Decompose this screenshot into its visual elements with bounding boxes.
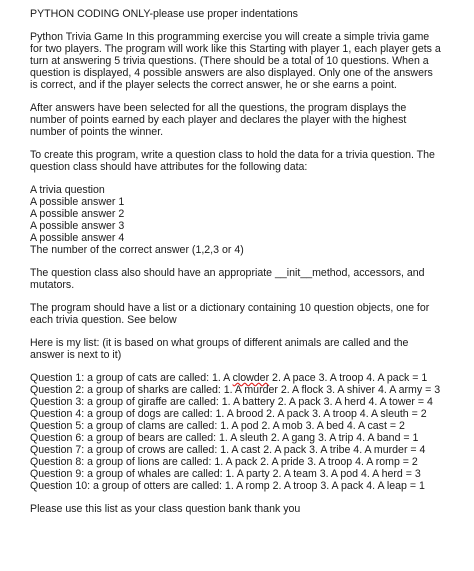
question-item: Question 8: a group of lions are called: 1. A pack 2. A pride 3. A troop 4. A romp = 2	[30, 456, 418, 468]
closing-paragraph	[30, 503, 470, 515]
question-item: Question 3: a group of giraffe are called: 1. A battery 2. A pack 3. A herd 4. A tower = 4	[30, 396, 433, 408]
document-body	[30, 8, 470, 526]
intro-paragraph	[30, 31, 470, 91]
intro-line: turn at answering 5 trivia questions. (There should be a total of 10 questions. When a	[30, 55, 429, 67]
question-item: Question 4: a group of dogs are called: 1. A brood 2. A pack 3. A troop 4. A sleuth = 2	[30, 408, 427, 420]
closing-line: Please use this list as your class question bank thank you	[30, 503, 301, 515]
question-item	[30, 372, 470, 384]
after-answers-line: After answers have been selected for all the questions, the program displays the	[30, 102, 407, 114]
my-list-paragraph	[30, 337, 470, 361]
after-answers-line: number of points earned by each player and declares the player with the highest	[30, 114, 407, 126]
init-method-line: mutators.	[30, 279, 75, 291]
list-or-dict-line: The program should have a list or a dictionary containing 10 question objects, one for	[30, 302, 430, 314]
question-item: Question 7: a group of crows are called: 1. A cast 2. A pack 3. A tribe 4. A murder = 4	[30, 444, 426, 456]
attribute-item: The number of the correct answer (1,2,3 or 4)	[30, 244, 244, 256]
attribute-item: A possible answer 2	[30, 208, 125, 220]
title-text: PYTHON CODING ONLY-please use proper indentations	[30, 8, 298, 20]
document-title	[30, 8, 470, 20]
intro-line: for two players. The program will work like this Starting with player 1, each player gets a	[30, 43, 441, 55]
list-or-dict-line: each trivia question. See below	[30, 314, 177, 326]
question-item: Question 5: a group of clams are called: 1. A pod 2. A mob 3. A bed 4. A cast = 2	[30, 420, 405, 432]
question-list	[30, 372, 470, 492]
init-method-paragraph	[30, 267, 470, 291]
attribute-item: A possible answer 3	[30, 220, 125, 232]
create-program-line: To create this program, write a question class to hold the data for a trivia question. The	[30, 149, 435, 161]
question-1-prefix: Question 1: a group of cats are called: 1. A	[30, 372, 233, 384]
attribute-item: A possible answer 4	[30, 232, 125, 244]
question-item: Question 9: a group of whales are called: 1. A party 2. A team 3. A pod 4. A herd = 3	[30, 468, 421, 480]
attributes-list	[30, 184, 470, 256]
intro-line: is correct, and if the player selects the correct answer, he or she earns a point.	[30, 79, 397, 91]
misspelled-word: clowder	[232, 372, 270, 384]
intro-line: question is displayed, 4 possible answers are also displayed. Only one of the answers	[30, 67, 433, 79]
list-or-dict-paragraph	[30, 302, 470, 326]
create-program-line: question class should have attributes for the following data:	[30, 161, 308, 173]
after-answers-paragraph	[30, 102, 470, 138]
my-list-line: Here is my list: (it is based on what groups of different animals are called and the	[30, 337, 409, 349]
question-item: Question 2: a group of sharks are called: 1. A murder 2. A flock 3. A shiver 4. A army = 3	[30, 384, 441, 396]
attribute-item: A possible answer 1	[30, 196, 125, 208]
question-item: Question 6: a group of bears are called: 1. A sleuth 2. A gang 3. A trip 4. A band = 1	[30, 432, 419, 444]
question-1-suffix: 2. A pace 3. A troop 4. A pack = 1	[269, 372, 428, 384]
intro-line: Python Trivia Game In this programming exercise you will create a simple trivia game	[30, 31, 430, 43]
after-answers-line: number of points the winner.	[30, 126, 164, 138]
attribute-item: A trivia question	[30, 184, 105, 196]
init-method-line: The question class also should have an appropriate __init__method, accessors, and	[30, 267, 425, 279]
create-program-paragraph	[30, 149, 470, 173]
my-list-line: answer is next to it)	[30, 349, 122, 361]
question-item: Question 10: a group of otters are called: 1. A romp 2. A troop 3. A pack 4. A leap = 1	[30, 480, 425, 492]
